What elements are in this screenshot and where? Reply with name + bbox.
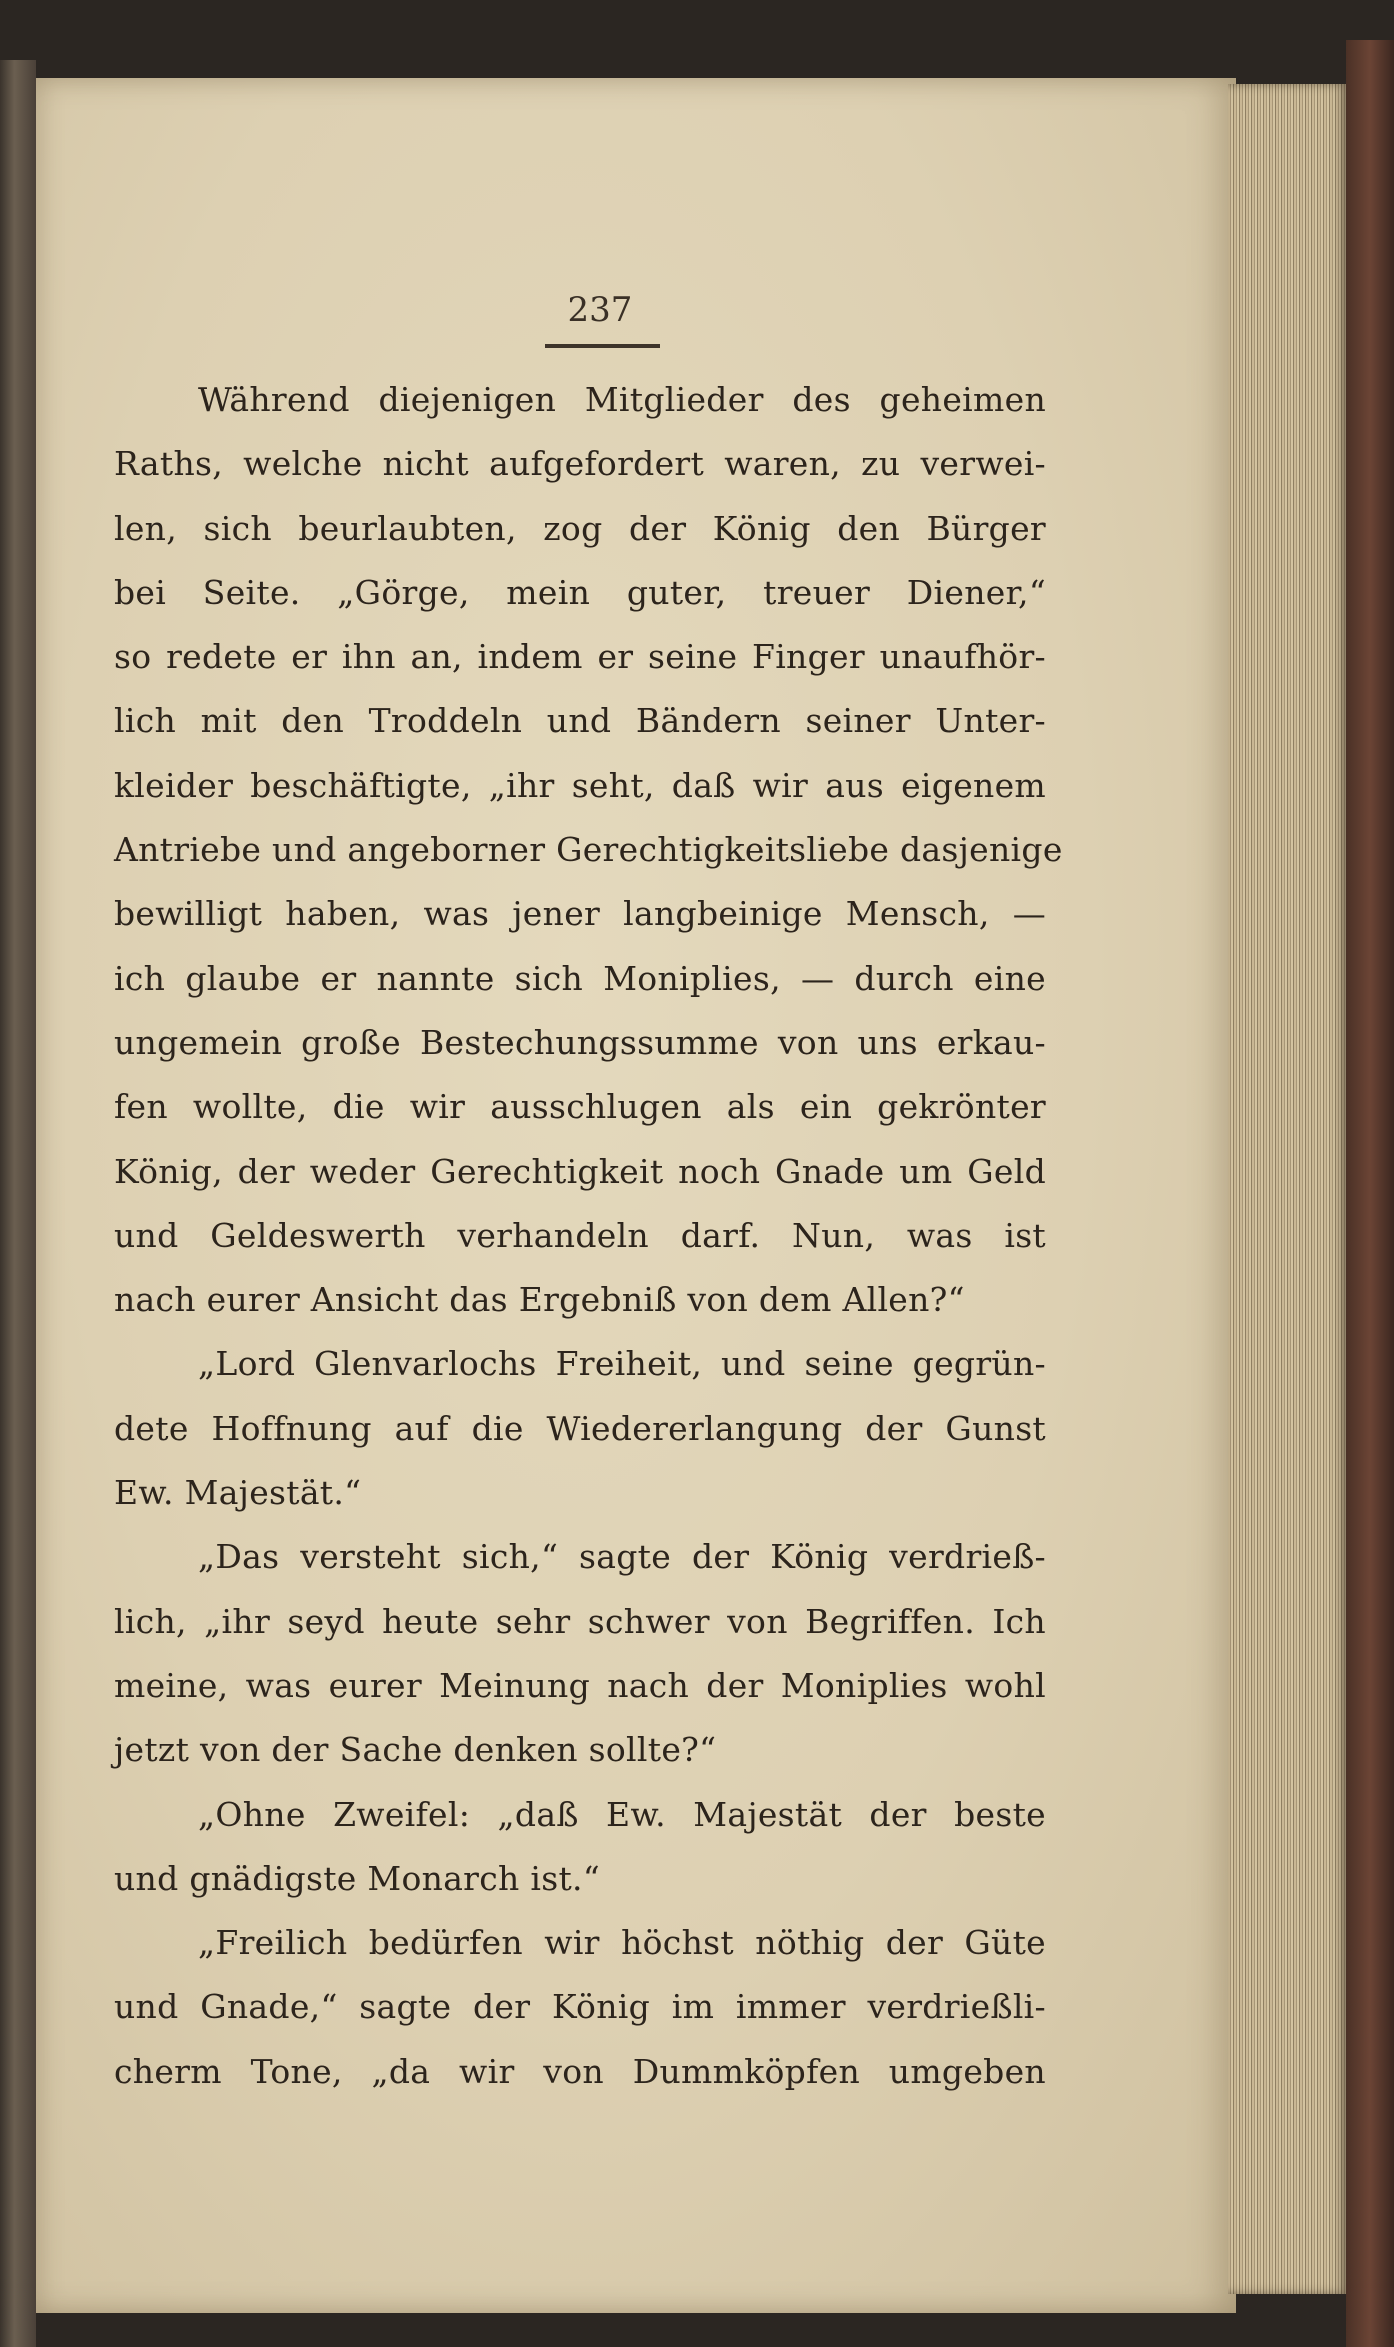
book-cover-edge: [1346, 40, 1394, 2347]
text-line: so redete er ihn an, indem er seine Finger unaufhör-: [114, 637, 1046, 677]
page-number: 237: [567, 290, 633, 330]
left-page-edge: [0, 60, 36, 2347]
text-line: ich glaube er nannte sich Moniplies, — durch eine: [114, 958, 1046, 998]
text-line: und gnädigste Monarch ist.“: [114, 1858, 600, 1898]
text-line: kleider beschäftigte, „ihr seht, daß wir aus eigenem: [114, 765, 1046, 805]
text-line: und Geldeswerth verhandeln darf. Nun, was ist: [114, 1215, 1046, 1255]
text-line: cherm Tone, „da wir von Dummköpfen umgeben: [114, 2051, 1046, 2091]
text-line: König, der weder Gerechtigkeit noch Gnade um Geld: [114, 1151, 1046, 1191]
text-line: Raths, welche nicht aufgefordert waren, zu verwei-: [114, 444, 1046, 484]
text-line: nach eurer Ansicht das Ergebniß von dem Allen?“: [114, 1280, 965, 1320]
text-line: Während diejenigen Mitglieder des geheimen: [198, 380, 1046, 419]
text-line: lich mit den Troddeln und Bändern seiner Unter-: [114, 701, 1046, 741]
text-line: bewilligt haben, was jener langbeinige Mensch, —: [114, 894, 1046, 934]
text-line: „Lord Glenvarlochs Freiheit, und seine gegrün-: [198, 1344, 1046, 1384]
text-line: „Freilich bedürfen wir höchst nöthig der Güte: [198, 1923, 1046, 1963]
text-line: und Gnade,“ sagte der König im immer verdrießli-: [114, 1987, 1046, 2027]
text-line: ungemein große Bestechungssumme von uns erkau-: [114, 1022, 1046, 1062]
text-line: meine, was eurer Meinung nach der Moniplies wohl: [114, 1665, 1046, 1705]
text-line: „Das versteht sich,“ sagte der König verdrieß-: [198, 1537, 1046, 1577]
text-line: bei Seite. „Görge, mein guter, treuer Diener,“: [114, 572, 1046, 612]
text-line: dete Hoffnung auf die Wiedererlangung der Gunst: [114, 1408, 1046, 1448]
text-line: „Ohne Zweifel: „daß Ew. Majestät der beste: [198, 1794, 1046, 1834]
body-text: [114, 368, 1063, 2104]
page-stack-edge: [1228, 84, 1348, 2294]
text-line: Ew. Majestät.“: [114, 1473, 362, 1513]
text-line: lich, „ihr seyd heute sehr schwer von Begriffen. Ich: [114, 1601, 1046, 1641]
page-number-rule: [545, 344, 660, 348]
text-line: jetzt von der Sache denken sollte?“: [114, 1730, 717, 1770]
text-line: len, sich beurlaubten, zog der König den Bürger: [114, 508, 1046, 548]
text-line: Antriebe und angeborner Gerechtigkeitsliebe dasjenige: [114, 830, 1063, 870]
text-line: fen wollte, die wir ausschlugen als ein gekrönter: [114, 1087, 1046, 1127]
